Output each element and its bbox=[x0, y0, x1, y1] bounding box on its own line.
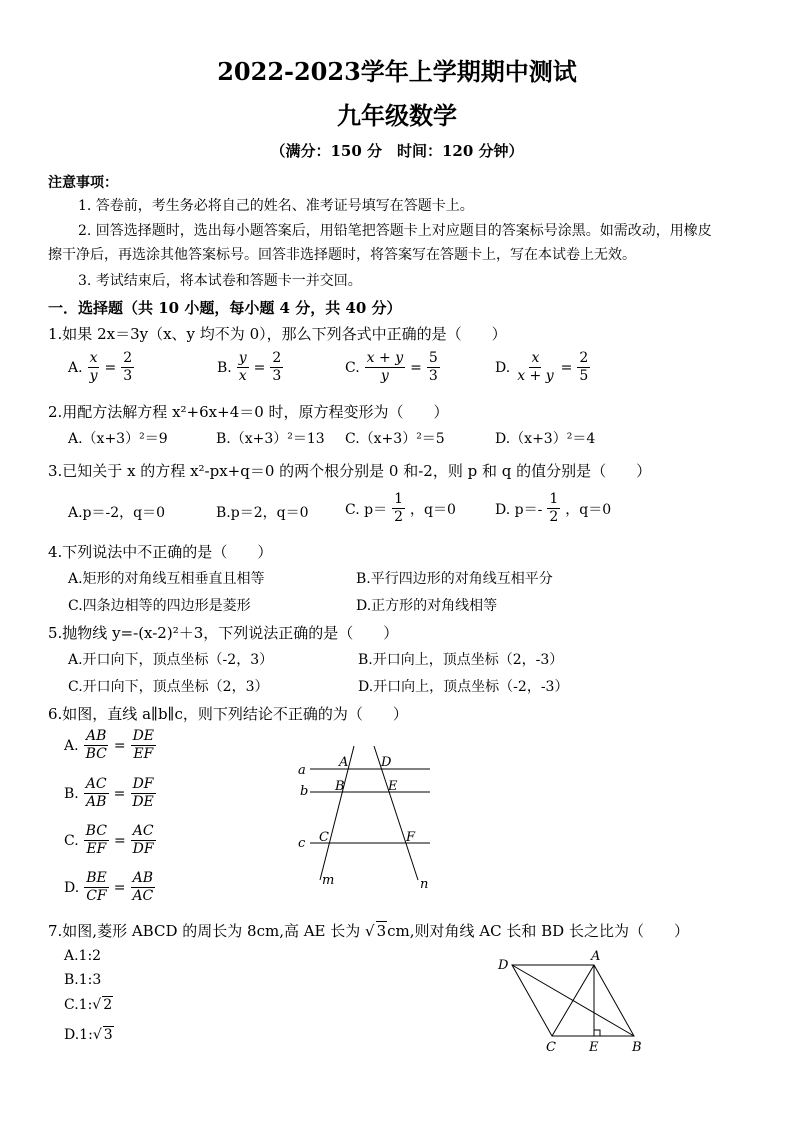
right-angle-mark bbox=[594, 1030, 600, 1036]
q7-option-c[interactable]: C.1:√ 2 bbox=[64, 997, 113, 1013]
label-D: D bbox=[381, 755, 392, 770]
q2-option-d[interactable]: D.（x+3）²＝4 bbox=[495, 431, 596, 447]
notice-item-2-line2: 擦干净后，再选涂其他答案标号。回答非选择题时，将答案写在答题卡上，写在本试卷上无效。 bbox=[48, 247, 636, 263]
q1-option-d[interactable]: D. $\frac{x}{x + y}$ = $\frac{2}{5}$ bbox=[495, 350, 589, 384]
label-B: B bbox=[632, 1040, 642, 1055]
q3-c-fraction: $\frac{1}{2}$ bbox=[394, 491, 403, 525]
q7-stem: 7.如图,菱形 ABCD 的周长为 8cm,高 AE 长为 √ 3cm,则对角线 AC 长和 BD 长之比为（ ） bbox=[48, 922, 689, 940]
q4-stem: 4.下列说法中不正确的是（ ） bbox=[48, 543, 273, 561]
q5-option-a[interactable]: A.开口向下，顶点坐标（-2，3） bbox=[68, 652, 274, 668]
q1-a-lhs-fraction: $\frac{x}{y}$ bbox=[89, 350, 98, 384]
q5-option-d[interactable]: D.开口向上，顶点坐标（-2，-3） bbox=[358, 679, 569, 695]
q6-option-a[interactable]: A. $\frac{AB}{BC}$ = $\frac{DE}{EF}$ bbox=[64, 728, 155, 762]
q3-stem: 3.已知关于 x 的方程 x²-px+q＝0 的两个根分别是 0 和-2，则 p 和 q 的值分别是（ ） bbox=[48, 462, 652, 480]
label-b: b bbox=[300, 784, 309, 799]
label-a: a bbox=[298, 763, 306, 778]
label-B: B bbox=[335, 779, 345, 794]
q5-stem: 5.抛物线 y=-(x-2)²＋3，下列说法正确的是（ ） bbox=[48, 624, 399, 642]
notice-item-3: 3. 考试结束后，将本试卷和答题卡一并交回。 bbox=[78, 273, 362, 289]
label-C: C bbox=[546, 1040, 556, 1055]
q7-option-d[interactable]: D.1:√ 3 bbox=[64, 1027, 113, 1043]
q3-option-d[interactable]: D. p＝- $\frac{1}{2}$ ，q＝0 bbox=[495, 491, 612, 525]
q3-d-fraction: $\frac{1}{2}$ bbox=[549, 491, 559, 525]
diagonal-ac bbox=[552, 965, 594, 1036]
q4-option-d[interactable]: D.正方形的对角线相等 bbox=[356, 598, 498, 614]
q7-option-a[interactable]: A.1:2 bbox=[64, 948, 102, 964]
q6-stem: 6.如图，直线 a∥b∥c，则下列结论不正确的为（ ） bbox=[48, 705, 408, 723]
q4-option-c[interactable]: C.四条边相等的四边形是菱形 bbox=[68, 598, 251, 614]
label-C: C bbox=[319, 830, 329, 845]
q6-parallel-lines-figure bbox=[290, 740, 450, 895]
q6-option-b[interactable]: B. $\frac{AC}{AB}$ = $\frac{DF}{DE}$ bbox=[64, 776, 154, 810]
q1-c-lhs-fraction: $\frac{x + y}{y}$ bbox=[366, 350, 404, 384]
label-A: A bbox=[339, 755, 349, 770]
exam-subject: 九年级数学 bbox=[337, 101, 457, 130]
exam-title: 2022-2023学年上学期期中测试 bbox=[217, 57, 577, 86]
label-E: E bbox=[589, 1040, 599, 1055]
exam-score-time: （满分：150 分 时间：120 分钟） bbox=[270, 142, 524, 160]
notice-item-1: 1. 答卷前，考生务必将自己的姓名、准考证号填写在答题卡上。 bbox=[78, 198, 474, 214]
label-m: m bbox=[322, 873, 335, 888]
line-m bbox=[320, 746, 354, 880]
q2-option-b[interactable]: B.（x+3）²＝13 bbox=[216, 431, 325, 447]
q1-d-lhs-fraction: $\frac{x}{x + y}$ bbox=[517, 350, 554, 384]
label-E: E bbox=[388, 779, 398, 794]
label-F: F bbox=[406, 830, 416, 845]
q1-stem: 1.如果 2x＝3y（x、y 均不为 0），那么下列各式中正确的是（ ） bbox=[48, 325, 507, 343]
q5-option-b[interactable]: B.开口向上，顶点坐标（2，-3） bbox=[358, 652, 564, 668]
q1-option-b[interactable]: B. $\frac{y}{x}$ = $\frac{2}{3}$ bbox=[217, 350, 282, 384]
label-n: n bbox=[420, 877, 429, 892]
q3-option-c[interactable]: C. p＝ $\frac{1}{2}$ ，q＝0 bbox=[345, 491, 456, 525]
label-D: D bbox=[498, 958, 509, 973]
q2-option-a[interactable]: A.（x+3）²＝9 bbox=[68, 431, 168, 447]
q6-option-d[interactable]: D. $\frac{BE}{CF}$ = $\frac{AB}{AC}$ bbox=[64, 870, 154, 904]
q3-option-b[interactable]: B.p＝2，q＝0 bbox=[216, 505, 309, 521]
q2-option-c[interactable]: C.（x+3）²＝5 bbox=[345, 431, 445, 447]
q1-b-rhs-fraction: $\frac{2}{3}$ bbox=[272, 350, 282, 384]
q1-b-lhs-fraction: $\frac{y}{x}$ bbox=[238, 350, 247, 384]
q4-option-a[interactable]: A.矩形的对角线互相垂直且相等 bbox=[68, 571, 265, 587]
notice-item-2-line1: 2. 回答选择题时，选出每小题答案后，用铅笔把答题卡上对应题目的答案标号涂黑。如需改动，用橡皮 bbox=[78, 223, 712, 239]
q5-option-c[interactable]: C.开口向下，顶点坐标（2，3） bbox=[68, 679, 269, 695]
q1-option-a[interactable]: A. $\frac{x}{y}$ = $\frac{2}{3}$ bbox=[68, 350, 133, 384]
q7-option-b[interactable]: B.1:3 bbox=[64, 972, 102, 988]
q1-a-rhs-fraction: $\frac{2}{3}$ bbox=[123, 350, 133, 384]
q7-rhombus-figure bbox=[490, 948, 650, 1058]
notice-heading: 注意事项： bbox=[48, 175, 118, 191]
label-c: c bbox=[298, 836, 306, 851]
q3-option-a[interactable]: A.p＝-2，q＝0 bbox=[68, 505, 166, 521]
q1-c-rhs-fraction: $\frac{5}{3}$ bbox=[428, 350, 438, 384]
label-A: A bbox=[591, 949, 601, 964]
section-heading: 一．选择题（共 10 小题，每小题 4 分，共 40 分） bbox=[48, 299, 402, 317]
q2-stem: 2.用配方法解方程 x²+6x+4＝0 时，原方程变形为（ ） bbox=[48, 403, 449, 421]
q1-d-rhs-fraction: $\frac{2}{5}$ bbox=[579, 350, 589, 384]
q1-option-c[interactable]: C. $\frac{x + y}{y}$ = $\frac{5}{3}$ bbox=[345, 350, 438, 384]
q6-option-c[interactable]: C. $\frac{BC}{EF}$ = $\frac{AC}{DF}$ bbox=[64, 823, 154, 857]
q4-option-b[interactable]: B.平行四边形的对角线互相平分 bbox=[356, 571, 553, 587]
